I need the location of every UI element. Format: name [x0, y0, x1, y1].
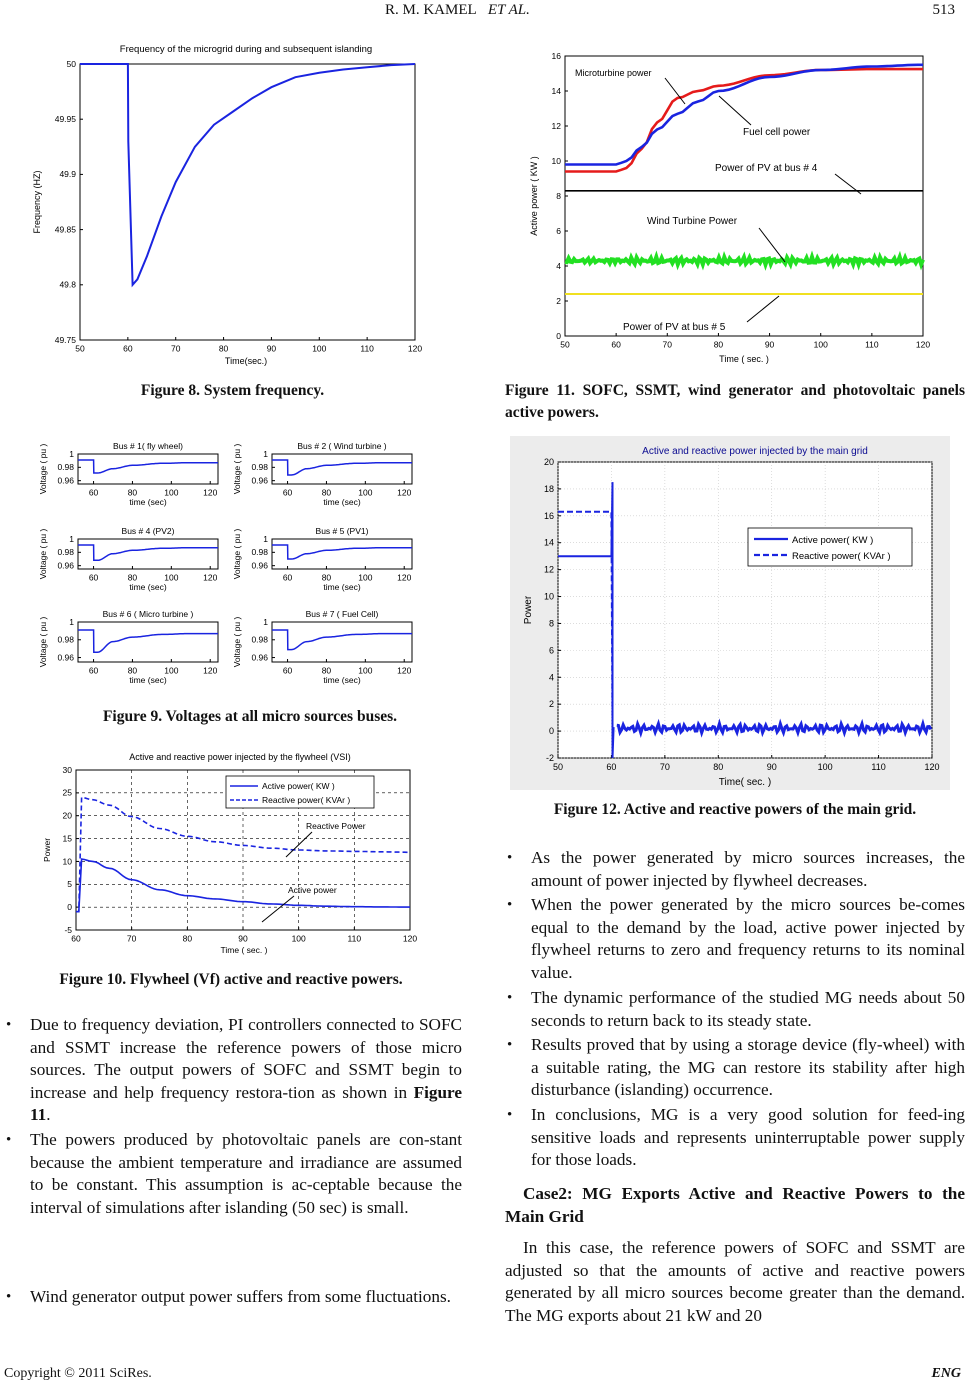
y-tick-label: 1 — [263, 533, 268, 544]
left-bullet-1: • Due to frequency deviation, PI controllers connected to SOFC and SSMT increase the reference powers of those micro sources. The output powers of SOFC and SSMT begin to increase and help frequency restora-tion as shown in Figure 11. — [4, 1014, 462, 1127]
x-tick-label: 60 — [71, 933, 81, 944]
plot-area — [78, 622, 218, 662]
x-tick-label: 120 — [203, 665, 218, 676]
x-tick-label: 90 — [764, 339, 775, 350]
y-tick-label: 0 — [548, 726, 554, 737]
x-tick-label: 80 — [218, 343, 229, 354]
y-axis-label: Active power ( KW ) — [529, 156, 539, 236]
y-tick-label: 0.96 — [251, 475, 268, 486]
x-tick-label: 70 — [170, 343, 181, 354]
annotation-active-power: Active power — [288, 885, 337, 895]
plot-area — [558, 462, 932, 758]
subplot-title: Bus # 6 ( Micro turbine ) — [102, 609, 194, 619]
x-tick-label: 80 — [321, 572, 332, 583]
y-axis-label: Voltage ( pu ) — [232, 528, 242, 580]
figure-9-chart — [30, 422, 450, 702]
y-axis-label: Voltage ( pu ) — [38, 528, 48, 580]
y-tick-label: 0.98 — [57, 547, 74, 558]
x-tick-label: 100 — [164, 572, 179, 583]
x-tick-label: 120 — [924, 762, 940, 772]
y-tick-label: 16 — [543, 510, 554, 521]
y-tick-label: 1 — [263, 616, 268, 627]
y-tick-label: 30 — [62, 764, 72, 775]
case2-heading: Case2: MG Exports Active and Reactive Powers to the Main Grid — [505, 1184, 965, 1226]
y-tick-label: 0.96 — [57, 560, 74, 571]
y-axis-label: Frequency (HZ) — [32, 170, 42, 234]
x-axis-label: time (sec) — [323, 497, 361, 507]
chart-title: Active and reactive power injected by the main grid — [642, 446, 868, 457]
figure-8-chart — [30, 38, 450, 370]
y-tick-label: 14 — [551, 85, 561, 96]
figure-11-reference: Figure 11 — [30, 1082, 462, 1125]
x-axis-label: Time(sec.) — [224, 356, 268, 366]
y-tick-label: 1 — [263, 448, 268, 459]
header-authors: R. M. KAMEL — [385, 2, 477, 18]
y-axis-label: Voltage ( pu ) — [38, 443, 48, 495]
plot-area — [78, 454, 218, 484]
x-tick-label: 60 — [123, 343, 133, 354]
x-tick-label: 60 — [88, 487, 99, 498]
x-tick-label: 90 — [238, 933, 248, 944]
x-tick-label: 60 — [282, 487, 293, 498]
annotation-microturbine: Microturbine power — [575, 68, 652, 78]
y-axis-label: Voltage ( pu ) — [232, 443, 242, 495]
x-tick-label: 60 — [606, 762, 617, 772]
y-tick-label: 49.75 — [54, 334, 76, 345]
right-bullet-5: • In conclusions, MG is a very good solution for feed-ing sensitive loads and represents uninterruptable power supply for those loads. — [505, 1104, 965, 1172]
legend-label-reactive: Reactive power( KVAr ) — [792, 551, 891, 562]
y-tick-label: 8 — [548, 618, 554, 629]
figure-12-chart — [510, 436, 950, 790]
x-tick-label: 120 — [407, 343, 423, 354]
x-axis-label: time (sec) — [323, 582, 361, 592]
case2-paragraph: In this case, the reference powers of SOFC and SSMT are adjusted so that the amounts of active and reactive powers generated by all micro sources become greater than the demand. The MG exports about 21 kW and 20 — [505, 1238, 965, 1325]
x-tick-label: 100 — [358, 572, 373, 583]
x-tick-label: 60 — [282, 572, 293, 583]
y-tick-label: 20 — [543, 457, 554, 467]
x-tick-label: 80 — [127, 572, 138, 583]
y-tick-label: 12 — [551, 120, 561, 131]
x-tick-label: 60 — [88, 665, 99, 676]
y-axis-label: Power — [523, 595, 534, 625]
x-tick-label: 70 — [126, 933, 137, 944]
header-etal: ET AL. — [487, 2, 530, 18]
x-tick-label: 80 — [713, 762, 724, 772]
y-tick-label: 6 — [548, 645, 554, 656]
running-header — [385, 2, 530, 19]
y-tick-label: 14 — [543, 537, 554, 548]
annotation-wind: Wind Turbine Power — [647, 216, 738, 227]
y-tick-label: 0.96 — [57, 475, 74, 486]
x-tick-label: 90 — [766, 762, 777, 772]
left-bullet-3: • Wind generator output power suffers from some fluctuations. — [4, 1286, 462, 1309]
x-tick-label: 70 — [662, 339, 673, 350]
y-tick-label: 1 — [69, 616, 74, 627]
footer-copyright: Copyright © 2011 SciRes. — [4, 1366, 152, 1381]
x-tick-label: 110 — [347, 933, 362, 944]
x-tick-label: 120 — [397, 487, 412, 498]
y-tick-label: -2 — [545, 753, 554, 763]
figure-8-caption: Figure 8. System frequency. — [140, 382, 325, 399]
x-tick-label: 110 — [865, 339, 879, 350]
figure-11-chart — [515, 40, 945, 370]
x-tick-label: 90 — [266, 343, 277, 354]
x-tick-label: 100 — [164, 665, 179, 676]
active-power-spike — [613, 482, 614, 758]
plot-area — [272, 539, 412, 569]
page-number: 513 — [932, 2, 955, 18]
annotation-pv-bus5: Power of PV at bus # 5 — [623, 322, 726, 333]
figure-12-caption: Figure 12. Active and reactive powers of the main grid. — [553, 801, 917, 818]
x-axis-label: time (sec) — [323, 675, 361, 685]
y-tick-label: 6 — [556, 225, 561, 236]
x-axis-label: Time( sec. ) — [718, 777, 772, 788]
y-tick-label: 0.96 — [57, 652, 74, 663]
x-tick-label: 60 — [88, 572, 99, 583]
y-tick-label: 49.8 — [59, 279, 76, 290]
y-tick-label: 10 — [62, 856, 72, 867]
y-tick-label: 2 — [548, 699, 554, 710]
x-axis-label: time (sec) — [129, 497, 167, 507]
y-tick-label: 0.98 — [251, 462, 268, 473]
y-tick-label: -5 — [64, 924, 72, 935]
x-tick-label: 120 — [203, 572, 218, 583]
y-tick-label: 2 — [556, 295, 561, 306]
figure-11-caption: Figure 11. SOFC, SSMT, wind generator and photovoltaic panels active powers. — [505, 382, 965, 421]
y-tick-label: 0 — [67, 901, 72, 912]
figure-10-caption: Figure 10. Flywheel (Vf) active and reactive powers. — [59, 971, 403, 988]
x-tick-label: 100 — [312, 343, 327, 354]
x-tick-label: 80 — [127, 665, 138, 676]
left-bullet-2: • The powers produced by photovoltaic panels are con-stant because the ambient temperature and irradiance are assumed to be constant. This assumption is ac-ceptable because the interval of simulations after islanding (50 sec) is small. — [4, 1129, 462, 1219]
x-tick-label: 50 — [75, 343, 85, 354]
subplot-title: Bus # 7 ( Fuel Cell) — [305, 609, 379, 619]
x-tick-label: 120 — [203, 487, 218, 498]
x-axis-label: time (sec) — [129, 582, 167, 592]
y-tick-label: 0.98 — [251, 547, 268, 558]
right-bullet-2: • When the power generated by the micro sources be-comes equal to the demand by the load, active power injected by flywheel returns to zero and frequency returns to its nominal value. — [505, 894, 965, 984]
y-tick-label: 20 — [62, 810, 72, 821]
annotation-reactive-power: Reactive Power — [306, 821, 366, 831]
chart-title: Active and reactive power injected by the flywheel (VSI) — [129, 752, 351, 762]
x-tick-label: 100 — [813, 339, 828, 350]
y-tick-label: 0.98 — [57, 462, 74, 473]
y-axis-label: Voltage ( pu ) — [232, 616, 242, 668]
y-tick-label: 16 — [551, 50, 561, 61]
legend-label-active: Active power( KW ) — [792, 535, 874, 546]
y-tick-label: 0 — [556, 330, 561, 341]
y-tick-label: 15 — [62, 833, 72, 844]
plot-area — [272, 622, 412, 662]
plot-area — [272, 454, 412, 484]
figure-9-caption: Figure 9. Voltages at all micro sources buses. — [102, 708, 398, 725]
y-tick-label: 25 — [62, 787, 72, 798]
x-axis-label: Time ( sec. ) — [220, 945, 268, 955]
x-tick-label: 110 — [360, 343, 374, 354]
subplot-title: Bus # 2 ( Wind turbine ) — [297, 441, 387, 451]
y-tick-label: 18 — [543, 483, 554, 494]
x-tick-label: 120 — [397, 572, 412, 583]
y-tick-label: 4 — [556, 260, 561, 271]
x-tick-label: 80 — [713, 339, 724, 350]
x-tick-label: 100 — [291, 933, 306, 944]
x-tick-label: 50 — [552, 762, 564, 772]
right-bullet-4: • Results proved that by using a storage device (fly-wheel) with a suitable rating, the MG can restore its stability after high disturbance (islanding) occurrence. — [505, 1034, 965, 1102]
y-tick-label: 0.96 — [251, 560, 268, 571]
y-tick-label: 4 — [548, 672, 554, 683]
y-tick-label: 10 — [551, 155, 561, 166]
x-tick-label: 100 — [817, 762, 833, 772]
plot-area — [78, 539, 218, 569]
x-tick-label: 80 — [127, 487, 138, 498]
legend-label-active: Active power( KW ) — [262, 781, 335, 791]
subplot-title: Bus # 1( fly wheel) — [113, 441, 183, 451]
y-axis-label: Power — [42, 837, 52, 863]
subplot-title: Bus # 4 (PV2) — [121, 526, 175, 536]
y-tick-label: 5 — [67, 879, 72, 890]
y-tick-label: 49.85 — [54, 224, 76, 235]
annotation-pv-bus4: Power of PV at bus # 4 — [715, 163, 818, 174]
footer-journal: ENG — [931, 1366, 961, 1381]
figure-10-chart — [30, 746, 430, 958]
right-bullet-3: • The dynamic performance of the studied MG needs about 50 seconds to return back to its steady state. — [505, 987, 965, 1032]
y-tick-label: 0.96 — [251, 652, 268, 663]
x-tick-label: 60 — [282, 665, 293, 676]
x-tick-label: 120 — [402, 933, 418, 944]
x-tick-label: 80 — [182, 933, 193, 944]
x-tick-label: 120 — [915, 339, 931, 350]
y-tick-label: 10 — [543, 591, 554, 602]
x-tick-label: 100 — [358, 487, 373, 498]
x-tick-label: 60 — [611, 339, 621, 350]
x-tick-label: 110 — [871, 762, 886, 772]
x-axis-label: time (sec) — [129, 675, 167, 685]
y-tick-label: 0.98 — [57, 634, 74, 645]
x-tick-label: 80 — [321, 487, 332, 498]
y-tick-label: 49.9 — [59, 169, 76, 180]
right-bullet-1: • As the power generated by micro sources increases, the amount of power injected by flywheel decreases. — [505, 847, 965, 892]
subplot-title: Bus # 5 (PV1) — [315, 526, 369, 536]
chart-title: Frequency of the microgrid during and subsequent islanding — [119, 44, 373, 55]
y-tick-label: 50 — [66, 58, 76, 69]
y-tick-label: 1 — [69, 533, 74, 544]
x-axis-label: Time ( sec. ) — [719, 354, 769, 364]
x-tick-label: 120 — [397, 665, 412, 676]
y-tick-label: 1 — [69, 448, 74, 459]
annotation-fuel-cell: Fuel cell power — [743, 127, 811, 138]
y-tick-label: 8 — [556, 190, 561, 201]
y-tick-label: 49.95 — [54, 114, 76, 125]
x-tick-label: 100 — [164, 487, 179, 498]
y-axis-label: Voltage ( pu ) — [38, 616, 48, 668]
x-tick-label: 50 — [560, 339, 570, 350]
y-tick-label: 0.98 — [251, 634, 268, 645]
legend-label-reactive: Reactive power( KVAr ) — [262, 795, 351, 805]
x-tick-label: 100 — [358, 665, 373, 676]
x-tick-label: 70 — [659, 762, 670, 772]
y-tick-label: 12 — [543, 564, 554, 575]
x-tick-label: 80 — [321, 665, 332, 676]
